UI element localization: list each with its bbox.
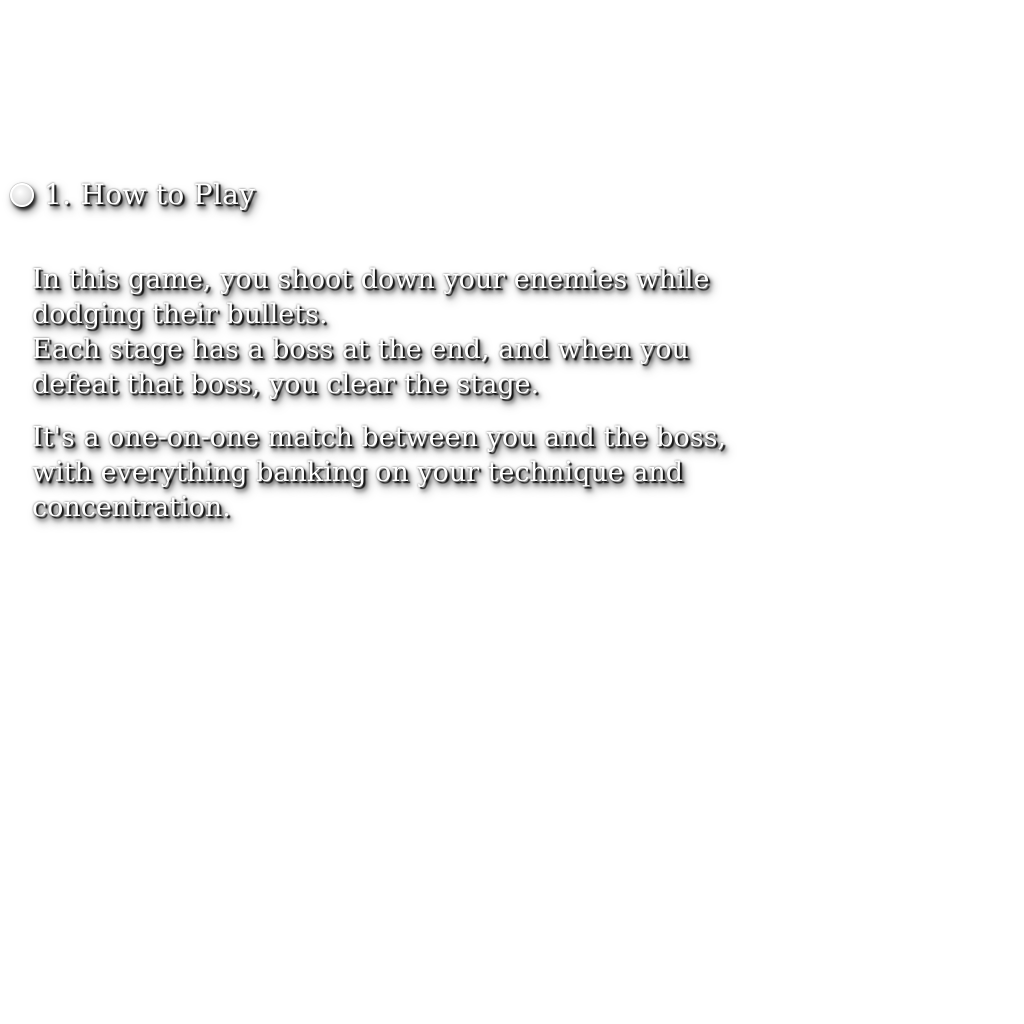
text-line: concentration. xyxy=(32,492,231,523)
text-line: It's a one-on-one match between you and the boss, xyxy=(32,422,727,453)
section-title: 1. How to Play xyxy=(44,178,256,211)
text-line: defeat that boss, you clear the stage. xyxy=(32,369,540,400)
section-heading xyxy=(10,178,255,211)
paragraph xyxy=(32,420,732,525)
text-line: Each stage has a boss at the end, and when you xyxy=(32,334,689,365)
text-line: In this game, you shoot down your enemies while xyxy=(32,264,710,295)
circle-bullet-icon xyxy=(10,183,34,207)
instructions-body xyxy=(32,262,732,543)
paragraph xyxy=(32,262,732,402)
text-line: with everything banking on your technique and xyxy=(32,457,684,488)
text-line: dodging their bullets. xyxy=(32,299,328,330)
